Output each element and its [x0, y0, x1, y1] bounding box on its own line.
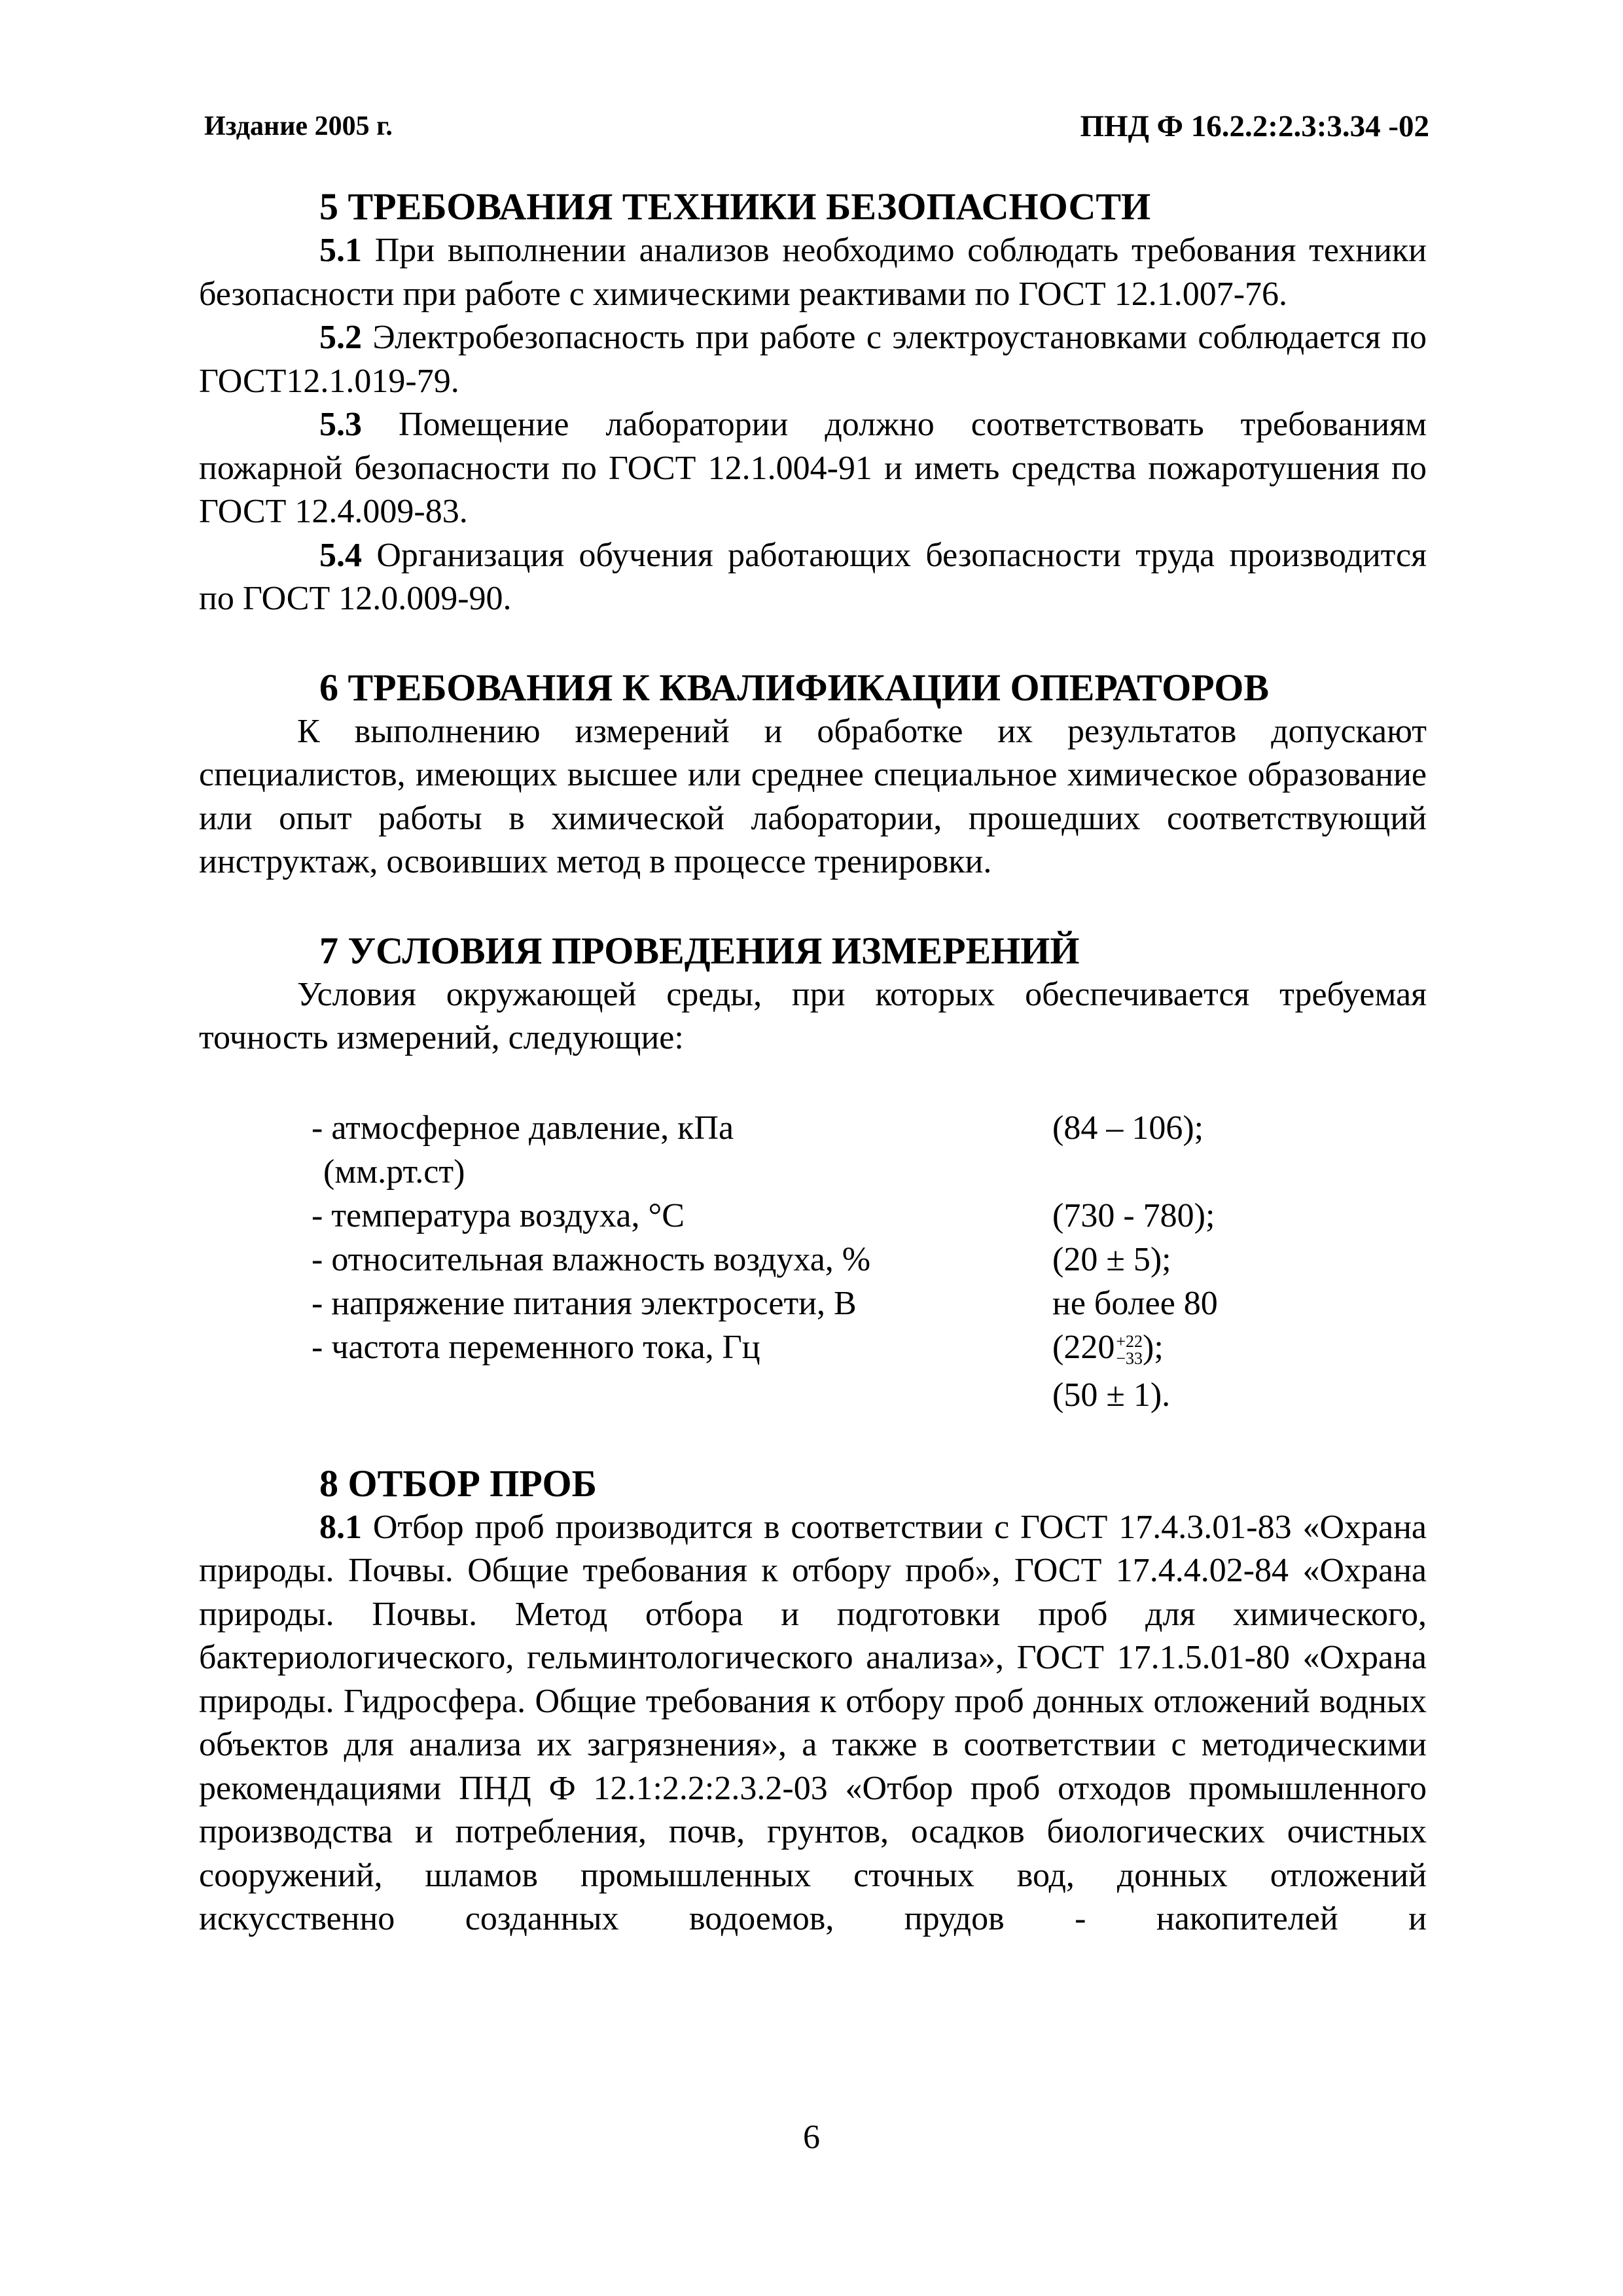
condition-label: - напряжение питания электросети, В — [312, 1284, 857, 1322]
condition-value: не более 80 — [1052, 1284, 1218, 1322]
conditions-list — [199, 1106, 1427, 1417]
condition-value: (730 - 780); — [1052, 1196, 1215, 1234]
page-number: 6 — [803, 2119, 820, 2156]
document-code: ПНД Ф 16.2.2:2.3:3.34 -02 — [1080, 109, 1429, 143]
paragraph-number: 5.1 — [319, 232, 362, 269]
paragraph-text: Отбор проб производится в соответствии с ГОСТ 17.4.3.01-83 «Охрана природы. Почвы. Общие требования к отбору проб», ГОСТ 17.4.4.02-84 «Охрана природы. Почвы. Метод отбора и подготовки проб для химического, бактериологического, гельминтологического анализа», ГОСТ 17.1.5.01-80 «Охрана природы. Гидросфера. Общие требования к отбору проб донных отложений водных объектов для анализа их загрязнения», а также в соответствии с методическими рекомендациями ПНД Ф 12.1:2.2:2.3.2-03 «Отбор проб отходов промышленного производства и потребления, почв, грунтов, осадков биологических очистных сооружений, шламов промышленных сточных вод, донных отложений искусственно созданных водоемов, прудов - накопителей и — [199, 1508, 1427, 1937]
condition-label: - частота переменного тока, Гц — [312, 1328, 760, 1366]
condition-label: - относительная влажность воздуха, % — [312, 1240, 871, 1278]
paragraph-8-1 — [199, 1506, 1427, 1941]
section-8-title: 8 ОТБОР ПРОБ — [319, 1462, 597, 1505]
condition-value: (50 ± 1). — [1052, 1376, 1171, 1414]
condition-label: - атмосферное давление, кПа — [312, 1109, 734, 1147]
condition-row — [199, 1282, 1427, 1325]
paragraph-text: Электробезопасность при работе с электроустановками соблюдается по ГОСТ12.1.019-79. — [199, 319, 1427, 400]
voltage-lower: −33 — [1116, 1348, 1143, 1368]
condition-value — [1052, 1150, 1427, 1194]
paragraph-5-1 — [199, 229, 1427, 316]
paragraph-number: 5.3 — [319, 406, 362, 443]
condition-label: (мм.рт.ст) — [323, 1153, 465, 1191]
paragraph-7-intro: Условия окружающей среды, при которых обеспечивается требуемая точность измерений, следующие: — [199, 975, 1427, 1056]
paragraph-text: Помещение лаборатории должно соответствовать требованиям пожарной безопасности по ГОСТ 12.1.004-91 и иметь средства пожаротушения по ГОСТ 12.4.009-83. — [199, 406, 1427, 530]
page-content — [199, 185, 1427, 1941]
paragraph-number: 5.4 — [319, 536, 362, 574]
section-7-title: 7 УСЛОВИЯ ПРОВЕДЕНИЯ ИЗМЕРЕНИЙ — [319, 929, 1080, 972]
paragraph-number: 8.1 — [319, 1508, 362, 1546]
paragraph-text: При выполнении анализов необходимо соблюдать требования техники безопасности при работе с химическими реактивами по ГОСТ 12.1.007-76. — [199, 232, 1427, 313]
paragraph-5-4 — [199, 534, 1427, 621]
paragraph-5-3 — [199, 403, 1427, 534]
condition-value: (20 ± 5); — [1052, 1240, 1171, 1278]
voltage-end: ); — [1143, 1328, 1164, 1366]
voltage-base: (220 — [1052, 1328, 1115, 1366]
condition-value: (84 – 106); — [1052, 1109, 1204, 1147]
section-5-title: 5 ТРЕБОВАНИЯ ТЕХНИКИ БЕЗОПАСНОСТИ — [319, 185, 1151, 228]
condition-row — [199, 1194, 1427, 1238]
condition-label: - температура воздуха, °С — [312, 1196, 685, 1234]
paragraph-text: Организация обучения работающих безопасности труда производится по ГОСТ 12.0.009-90. — [199, 536, 1427, 617]
condition-value — [1052, 1325, 1427, 1369]
voltage-tolerance — [1116, 1333, 1143, 1367]
condition-label — [199, 1373, 1052, 1417]
paragraph-5-2 — [199, 316, 1427, 403]
condition-row — [199, 1106, 1427, 1150]
voltage-upper: +22 — [1116, 1331, 1143, 1351]
condition-row — [199, 1373, 1427, 1417]
condition-row — [199, 1150, 1427, 1194]
condition-row — [199, 1325, 1427, 1369]
paragraph-6: К выполнению измерений и обработке их результатов допускают специалистов, имеющих высшее или среднее специальное химическое образование или опыт работы в химической лаборатории, прошедших соответствующий инструктаж, освоивших метод в процессе тренировки. — [199, 712, 1427, 880]
condition-row — [199, 1238, 1427, 1282]
paragraph-number: 5.2 — [319, 319, 362, 356]
edition-label: Издание 2005 г. — [204, 111, 393, 141]
section-6-title: 6 ТРЕБОВАНИЯ К КВАЛИФИКАЦИИ ОПЕРАТОРОВ — [319, 666, 1270, 709]
